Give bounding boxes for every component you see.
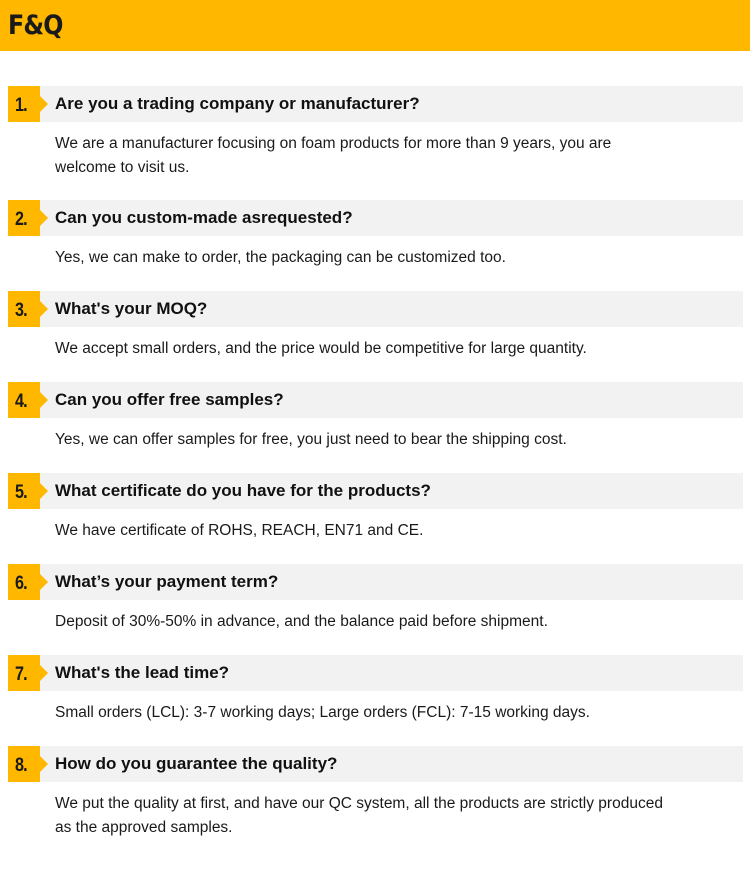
answer-text: We accept small orders, and the price would be competitive for large quantity. (55, 340, 587, 357)
item-number: 5. (15, 482, 27, 503)
header-bar (0, 0, 750, 51)
number-badge (8, 564, 40, 600)
number-badge (8, 655, 40, 691)
item-number: 7. (15, 664, 27, 685)
question-text: What’s your payment term? (55, 572, 279, 591)
question-bar (8, 291, 743, 327)
number-badge (8, 86, 40, 122)
item-number: 8. (15, 755, 27, 776)
answer-text: We are a manufacturer focusing on foam products for more than 9 years, you are welcome to visit us. (55, 135, 612, 176)
answer-text: We have certificate of ROHS, REACH, EN71 and CE. (55, 522, 424, 539)
number-badge (8, 291, 40, 327)
answer-text: We put the quality at first, and have our QC system, all the products are strictly produced as the approved samples. (55, 795, 663, 836)
question-bar (8, 200, 743, 236)
question-text: What certificate do you have for the products? (55, 481, 431, 500)
question-bar (8, 655, 743, 691)
question-bar (8, 86, 743, 122)
question-text: Are you a trading company or manufacturer? (55, 94, 420, 113)
question-text: Can you custom-made asrequested? (55, 208, 353, 227)
item-number: 3. (15, 300, 27, 321)
number-badge (8, 746, 40, 782)
number-badge (8, 200, 40, 236)
answer-text: Deposit of 30%-50% in advance, and the balance paid before shipment. (55, 613, 548, 630)
question-bar (8, 746, 743, 782)
question-bar (8, 382, 743, 418)
item-number: 6. (15, 573, 27, 594)
question-text: How do you guarantee the quality? (55, 754, 338, 773)
answer-text: Yes, we can offer samples for free, you just need to bear the shipping cost. (55, 431, 567, 448)
item-number: 2. (15, 209, 27, 230)
question-bar (8, 564, 743, 600)
answer-text: Yes, we can make to order, the packaging can be customized too. (55, 249, 506, 266)
item-number: 4. (15, 391, 27, 412)
question-text: Can you offer free samples? (55, 390, 284, 409)
question-text: What's the lead time? (55, 663, 230, 682)
answer-text: Small orders (LCL): 3-7 working days; Large orders (FCL): 7-15 working days. (55, 704, 590, 721)
question-bar (8, 473, 743, 509)
item-number: 1. (15, 95, 27, 116)
page-title: F&Q (8, 10, 63, 41)
question-text: What's your MOQ? (55, 299, 208, 318)
number-badge (8, 382, 40, 418)
number-badge (8, 473, 40, 509)
